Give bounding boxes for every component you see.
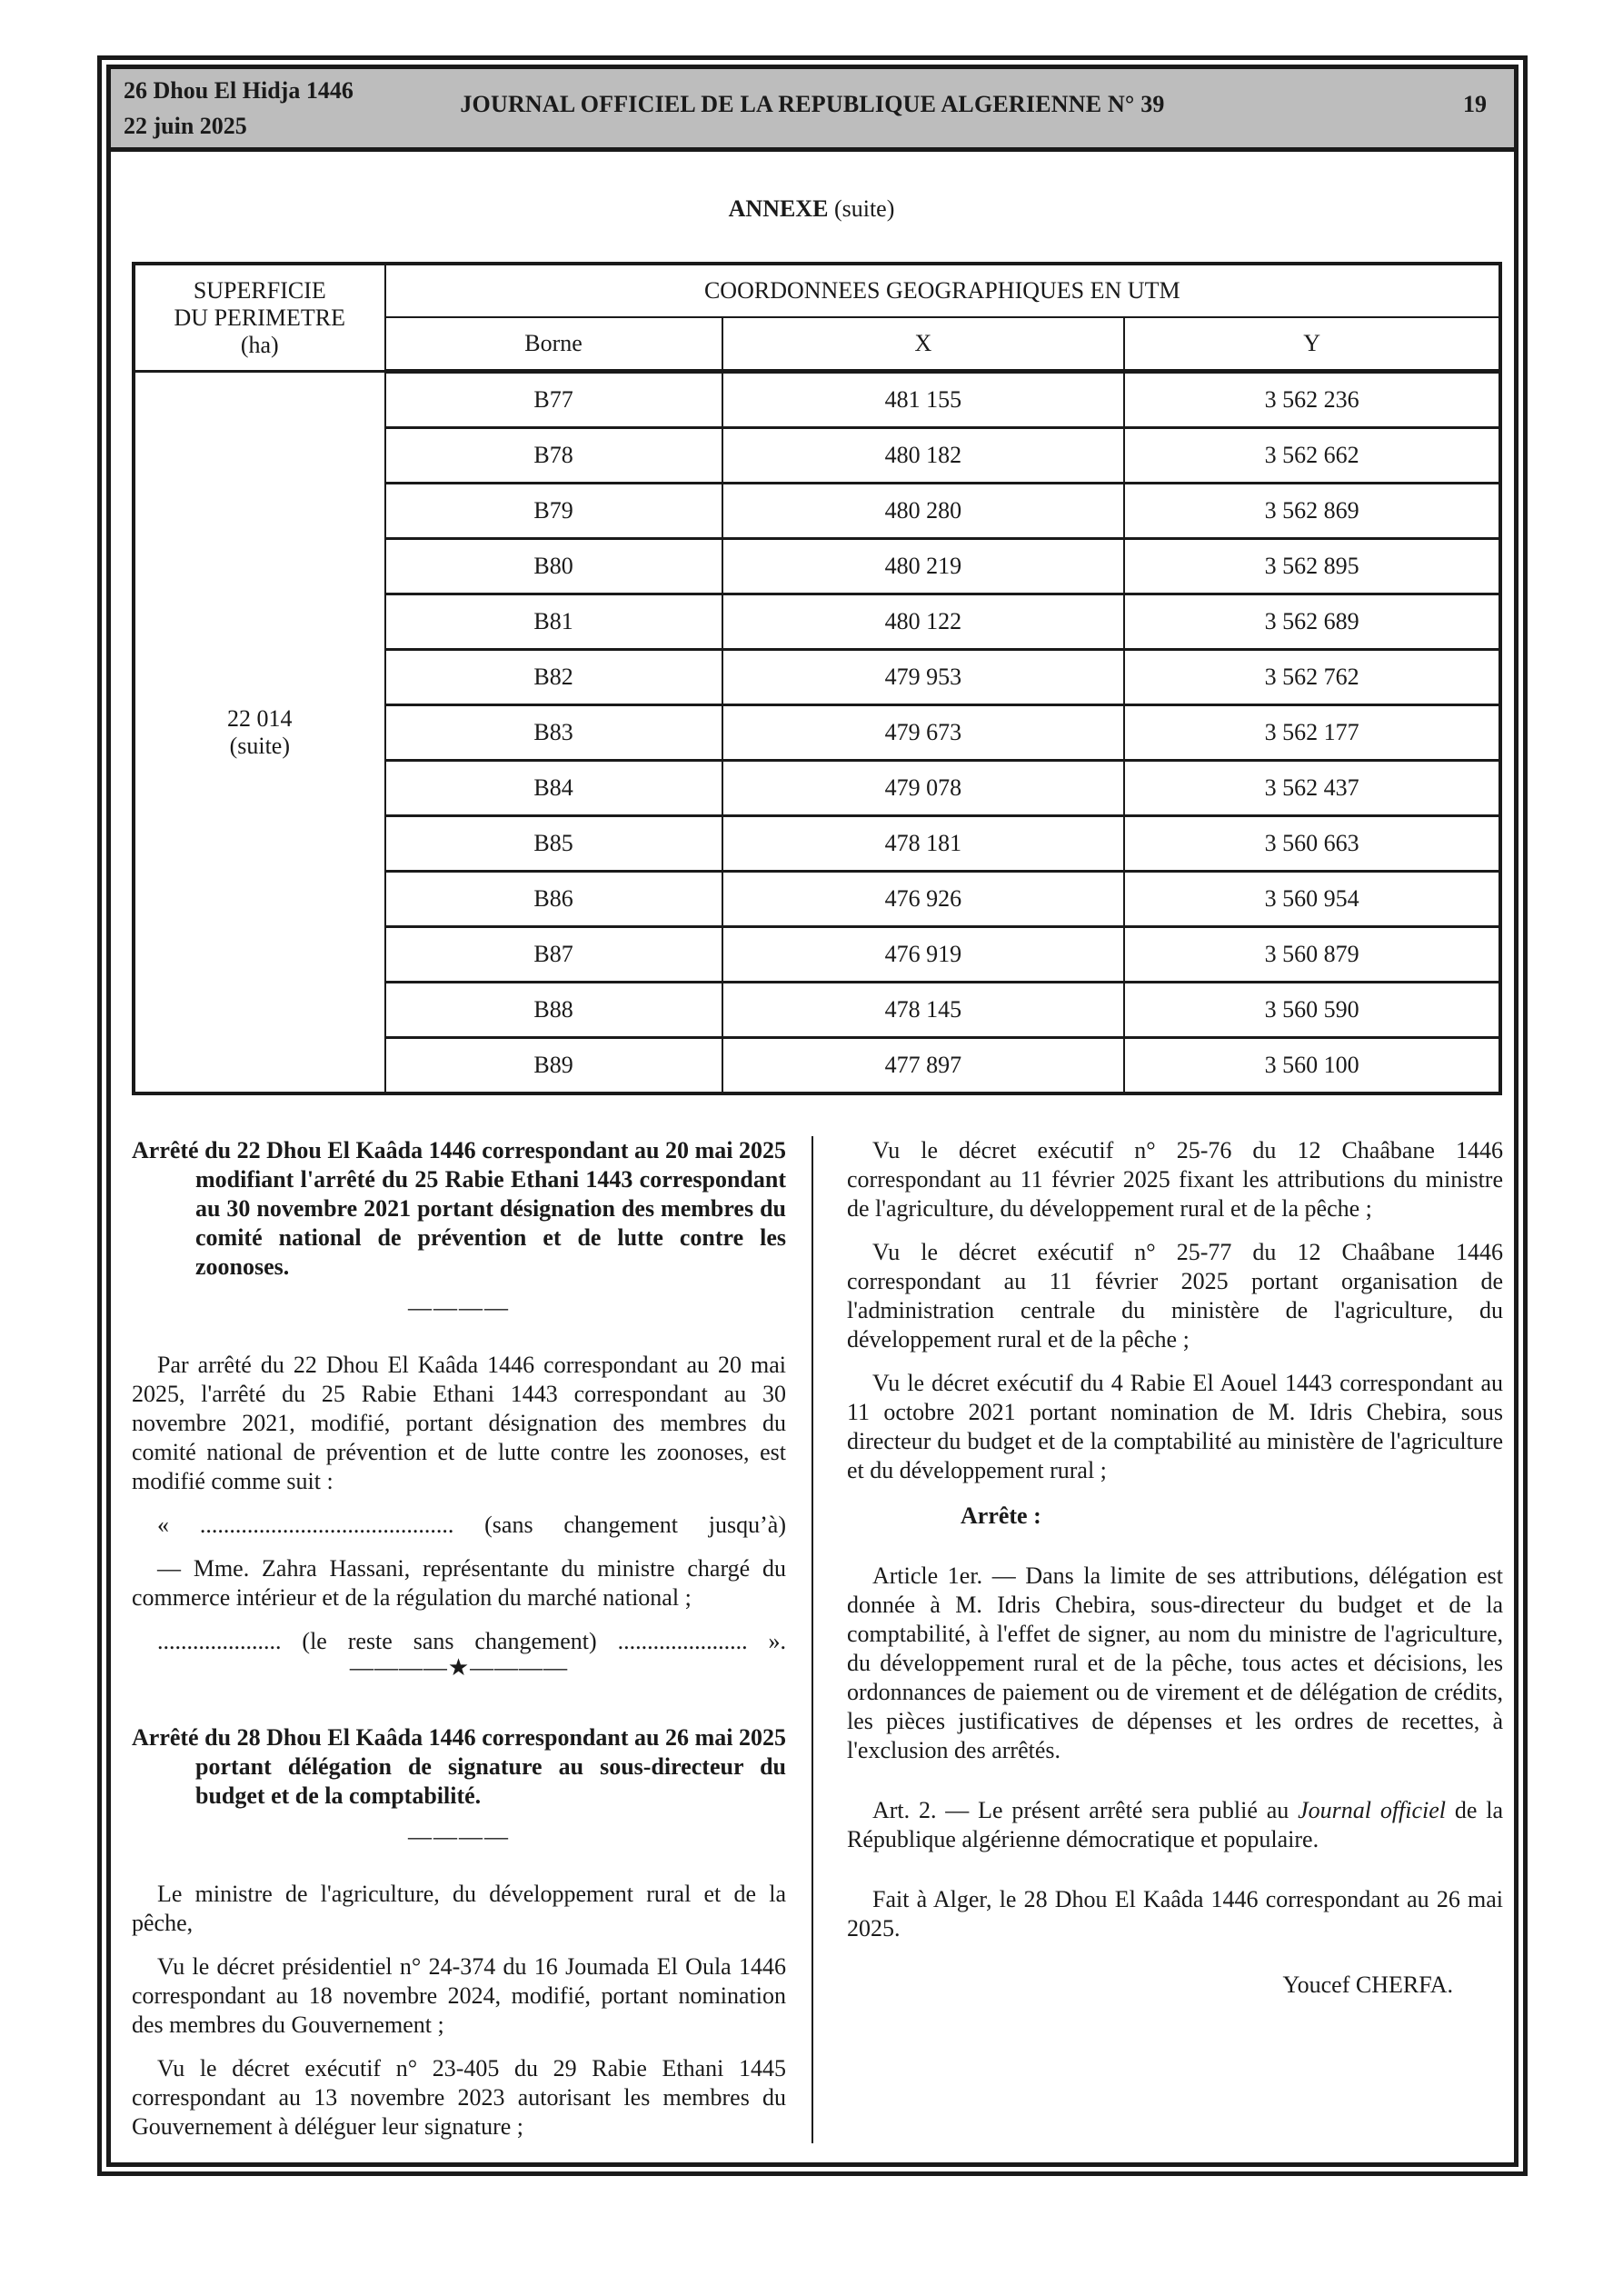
cell-x: 477 897	[722, 1038, 1125, 1094]
superficie-header	[134, 264, 385, 372]
visa-paragraph: Vu le décret exécutif n° 25-76 du 12 Chaâbane 1446 correspondant au 11 février 2025 fixant les attributions du ministre de l'agriculture, du développement rural et de la pêche ;	[847, 1137, 1503, 1222]
cell-y: 3 562 689	[1124, 594, 1500, 650]
cell-y: 3 560 100	[1124, 1038, 1500, 1094]
cell-borne: B79	[385, 484, 722, 539]
cell-y: 3 562 177	[1124, 705, 1500, 761]
page-number: 19	[1463, 91, 1487, 117]
done-at: Fait à Alger, le 28 Dhou El Kaâda 1446 correspondant au 26 mai 2025.	[847, 1886, 1503, 1942]
arrete1-title: Arrêté du 22 Dhou El Kaâda 1446 correspondant au 20 mai 2025 modifiant l'arrêté du 25 Rabie Ethani 1443 correspondant au 30 novembre 2021 portant désignation des membres du comité national de prévention et de lutte contre les zoonoses.	[132, 1137, 786, 1280]
cell-borne: B86	[385, 872, 722, 927]
arrete1-item: — Mme. Zahra Hassani, représentante du ministre chargé du commerce intérieur et de la régulation du marché national ;	[132, 1555, 786, 1611]
cell-borne: B77	[385, 372, 722, 428]
coordinates-table	[132, 262, 1502, 1095]
cell-borne: B88	[385, 983, 722, 1038]
journal-title: JOURNAL OFFICIEL DE LA REPUBLIQUE ALGERIENNE N° 39	[460, 91, 1165, 117]
cell-y: 3 562 437	[1124, 761, 1500, 816]
left-column	[132, 1136, 786, 2156]
arrete1-quote-start: « ........................................... (sans changement jusqu’à)	[157, 1512, 786, 1538]
right-column	[847, 1136, 1503, 2014]
cell-y: 3 562 869	[1124, 484, 1500, 539]
cell-x: 481 155	[722, 372, 1125, 428]
column-header-borne: Borne	[385, 317, 722, 372]
header-hijri-date: 26 Dhou El Hidja 1446	[124, 77, 353, 104]
arrete-label: Arrête :	[961, 1502, 1041, 1529]
cell-x: 476 926	[722, 872, 1125, 927]
cell-x: 480 122	[722, 594, 1125, 650]
arrete1-quote-end: ..................... (le reste sans changement) ...................... ».	[157, 1628, 786, 1654]
cell-borne: B85	[385, 816, 722, 872]
cell-x: 480 182	[722, 428, 1125, 484]
table-row	[134, 372, 1500, 428]
visa-paragraph: Vu le décret exécutif du 4 Rabie El Aouel 1443 correspondant au 11 octobre 2021 portant nomination de M. Idris Chebira, sous directeur du budget et de la comptabilité au ministère de l'agriculture et du développement rural ;	[847, 1370, 1503, 1483]
cell-y: 3 562 895	[1124, 539, 1500, 594]
article-1: Article 1er. — Dans la limite de ses attributions, délégation est donnée à M. Idris Chebira, sous-directeur du budget et de la comptabilité, à l'effet de signer, au nom du ministre de l'agriculture, du développement rural et de la pêche, tous actes et décisions, les ordonnances de paiement ou de virement et de délégation de crédits, les pièces justificatives de dépenses et les ordres de recettes, à l'exclusion des arrêtés.	[847, 1562, 1503, 1763]
superficie-cell	[134, 372, 385, 1094]
cell-y: 3 560 590	[1124, 983, 1500, 1038]
cell-x: 476 919	[722, 927, 1125, 983]
cell-y: 3 562 236	[1124, 372, 1500, 428]
annexe-title: ANNEXE	[728, 195, 829, 222]
arrete2-title: Arrêté du 28 Dhou El Kaâda 1446 correspondant au 26 mai 2025 portant délégation de signature au sous-directeur du budget et de la comptabilité.	[132, 1724, 786, 1809]
column-header-y: Y	[1124, 317, 1500, 372]
cell-borne: B82	[385, 650, 722, 705]
table-body	[134, 372, 1500, 1094]
header-gregorian-date: 22 juin 2025	[124, 113, 247, 139]
cell-borne: B87	[385, 927, 722, 983]
separator: ————	[408, 1294, 510, 1321]
cell-x: 478 181	[722, 816, 1125, 872]
separator: ————	[408, 1823, 510, 1850]
cell-y: 3 560 663	[1124, 816, 1500, 872]
cell-x: 479 673	[722, 705, 1125, 761]
cell-y: 3 560 879	[1124, 927, 1500, 983]
cell-x: 479 078	[722, 761, 1125, 816]
signature: Youcef CHERFA.	[1282, 1972, 1453, 1998]
cell-borne: B83	[385, 705, 722, 761]
superficie-header-line: DU PERIMETRE	[174, 304, 346, 331]
cell-borne: B78	[385, 428, 722, 484]
cell-x: 480 219	[722, 539, 1125, 594]
arrete1-body: Par arrêté du 22 Dhou El Kaâda 1446 correspondant au 20 mai 2025, l'arrêté du 25 Rabie Ethani 1443 correspondant au 30 novembre 2021, modifié, portant désignation des membres du comité national de prévention et de lutte contre les zoonoses, est modifié comme suit :	[132, 1352, 786, 1494]
cell-x: 480 280	[722, 484, 1125, 539]
journal-officiel-italic: Journal officiel	[1298, 1797, 1447, 1823]
column-header-x: X	[722, 317, 1125, 372]
cell-y: 3 560 954	[1124, 872, 1500, 927]
annexe-heading	[0, 195, 1623, 223]
superficie-note: (suite)	[229, 732, 290, 759]
cell-y: 3 562 662	[1124, 428, 1500, 484]
cell-borne: B80	[385, 539, 722, 594]
arrete2-paragraph: Vu le décret exécutif n° 23-405 du 29 Rabie Ethani 1445 correspondant au 13 novembre 2023 autorisant les membres du Gouvernement à déléguer leur signature ;	[132, 2055, 786, 2140]
cell-y: 3 562 762	[1124, 650, 1500, 705]
star-separator: ————★————	[349, 1654, 569, 1681]
coords-header: COORDONNEES GEOGRAPHIQUES EN UTM	[385, 264, 1500, 317]
superficie-header-line: (ha)	[240, 331, 279, 358]
superficie-header-line: SUPERFICIE	[193, 276, 326, 304]
column-divider	[812, 1136, 813, 2143]
cell-borne: B89	[385, 1038, 722, 1094]
article-2	[847, 1796, 1503, 1854]
annexe-suffix: (suite)	[833, 195, 895, 222]
article-2-text: Art. 2. — Le présent arrêté sera publié au	[872, 1797, 1299, 1823]
page-header	[111, 69, 1514, 152]
cell-borne: B84	[385, 761, 722, 816]
arrete2-paragraph: Le ministre de l'agriculture, du développement rural et de la pêche,	[132, 1881, 786, 1936]
arrete2-paragraph: Vu le décret présidentiel n° 24-374 du 16 Joumada El Oula 1446 correspondant au 18 novembre 2024, modifié, portant nomination des membres du Gouvernement ;	[132, 1953, 786, 2038]
cell-borne: B81	[385, 594, 722, 650]
article-2-text: de la République algérienne démocratique et populaire.	[847, 1797, 1503, 1852]
cell-x: 478 145	[722, 983, 1125, 1038]
superficie-value: 22 014	[227, 704, 293, 732]
cell-x: 479 953	[722, 650, 1125, 705]
visa-paragraph: Vu le décret exécutif n° 25-77 du 12 Chaâbane 1446 correspondant au 11 février 2025 portant organisation de l'administration centrale du ministère de l'agriculture, du développement rural et de la pêche ;	[847, 1239, 1503, 1353]
